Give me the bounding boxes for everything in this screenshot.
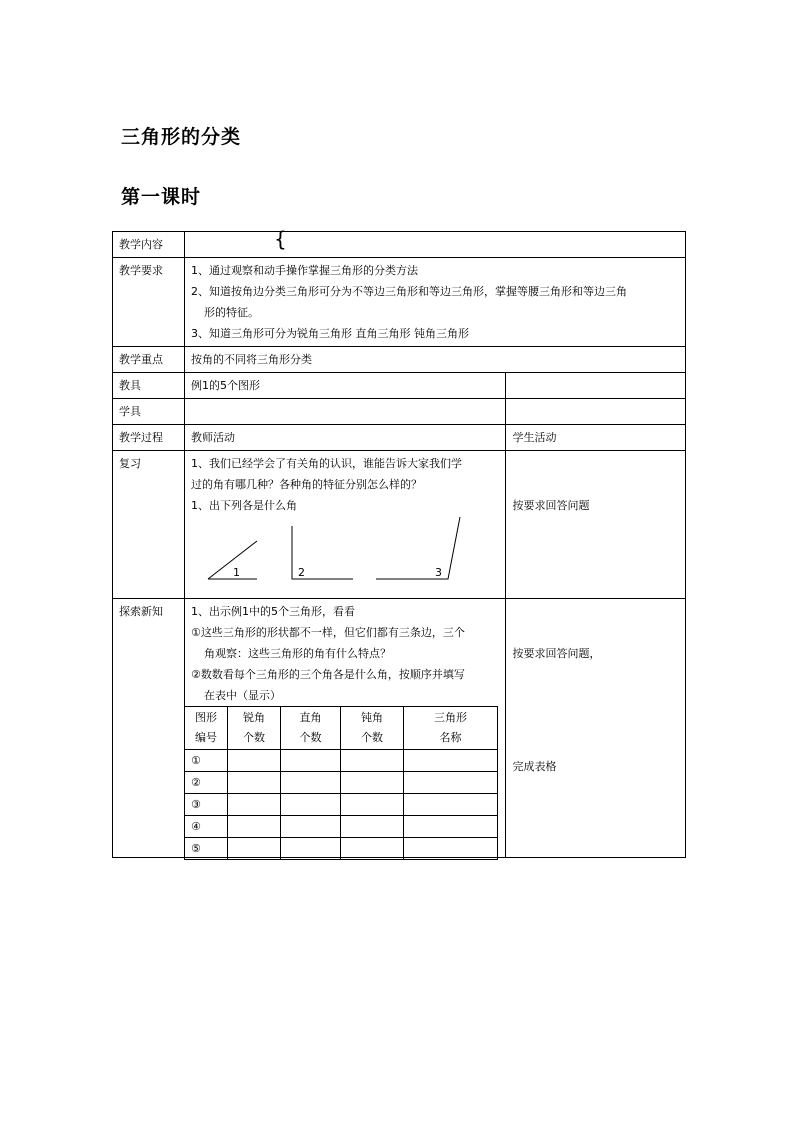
label-content: 教学内容	[113, 232, 185, 258]
label-aids: 教具	[113, 373, 185, 399]
value-explore	[185, 599, 506, 858]
student-explore	[506, 599, 686, 858]
student-review	[506, 451, 686, 599]
student-review-text: 按要求回答问题	[512, 499, 590, 512]
explore-line: 在表中（显示）	[204, 689, 282, 702]
label-requirements: 教学要求	[113, 258, 185, 347]
label-focus: 教学重点	[113, 347, 185, 373]
triangle-table	[184, 706, 498, 860]
label-process: 教学过程	[113, 425, 185, 451]
value-requirements	[185, 258, 686, 347]
explore-line: ②数数看每个三角形的三个角各是什么角，按顺序并填写	[191, 668, 465, 681]
row-id: ④	[185, 816, 228, 838]
value-focus: 按角的不同将三角形分类	[185, 347, 686, 373]
requirement-item: 形的特征。	[204, 306, 260, 319]
angle-label-2: 2	[298, 566, 306, 579]
value-content	[185, 232, 686, 258]
angle-label-1: 1	[233, 566, 241, 579]
row-id: ③	[185, 794, 228, 816]
review-line: 过的角有哪几种？各种角的特征分别怎么样的？	[191, 478, 423, 491]
table-row	[185, 794, 498, 816]
table-row	[185, 772, 498, 794]
angle-drawings	[191, 516, 483, 596]
row-id: ⑤	[185, 838, 228, 860]
explore-line: ①这些三角形的形状都不一样，但它们都有三条边，三个	[191, 626, 465, 639]
col-header-obtuse: 钝角 个数	[341, 707, 404, 750]
col-header-acute: 锐角 个数	[228, 707, 281, 750]
row-content	[113, 232, 686, 258]
row-process	[113, 425, 686, 451]
table-row	[185, 816, 498, 838]
page-title: 三角形的分类	[121, 126, 242, 148]
review-line: 1、出下列各是什么角	[191, 499, 298, 512]
requirement-item: 1、通过观察和动手操作掌握三角形的分类方法	[191, 264, 419, 277]
requirement-item: 2、知道按角边分类三角形可分为不等边三角形和等边三角形，掌握等腰三角形和等边三角	[191, 285, 628, 298]
table-row	[185, 750, 498, 772]
label-tools: 学具	[113, 399, 185, 425]
col-header-right: 直角 个数	[281, 707, 341, 750]
triangle-table-header	[185, 707, 498, 750]
student-explore-text-2: 完成表格	[512, 760, 557, 773]
angle-label-3: 3	[435, 566, 443, 579]
label-explore: 探索新知	[113, 599, 185, 858]
value-tools-extra	[506, 399, 686, 425]
value-review	[185, 451, 506, 599]
table-row	[185, 838, 498, 860]
lesson-subtitle: 第一课时	[121, 186, 202, 208]
review-line: 1、我们已经学会了有关角的认识，谁能告诉大家我们学	[191, 457, 463, 470]
obtuse-angle-shape	[376, 517, 460, 579]
row-id: ①	[185, 750, 228, 772]
row-id: ②	[185, 772, 228, 794]
label-review: 复习	[113, 451, 185, 599]
header-teacher: 教师活动	[185, 425, 506, 451]
explore-line: 1、出示例1中的5个三角形，看看	[191, 605, 356, 618]
value-aids-extra	[506, 373, 686, 399]
row-focus	[113, 347, 686, 373]
lesson-plan-table	[112, 231, 686, 858]
row-tools	[113, 399, 686, 425]
value-tools	[185, 399, 506, 425]
header-student: 学生活动	[506, 425, 686, 451]
brace-mark: {	[274, 227, 287, 251]
row-review	[113, 451, 686, 599]
requirement-item: 3、知道三角形可分为锐角三角形 直角三角形 钝角三角形	[191, 327, 470, 340]
value-aids: 例1的5个图形	[185, 373, 506, 399]
row-explore	[113, 599, 686, 858]
col-header-id: 图形 编号	[185, 707, 228, 750]
student-explore-text-1: 按要求回答问题，	[512, 647, 601, 660]
col-header-name: 三角形 名称	[404, 707, 498, 750]
row-aids	[113, 373, 686, 399]
row-requirements	[113, 258, 686, 347]
explore-line: 角观察：这些三角形的角有什么特点？	[204, 647, 392, 660]
angle-figures	[191, 516, 499, 596]
